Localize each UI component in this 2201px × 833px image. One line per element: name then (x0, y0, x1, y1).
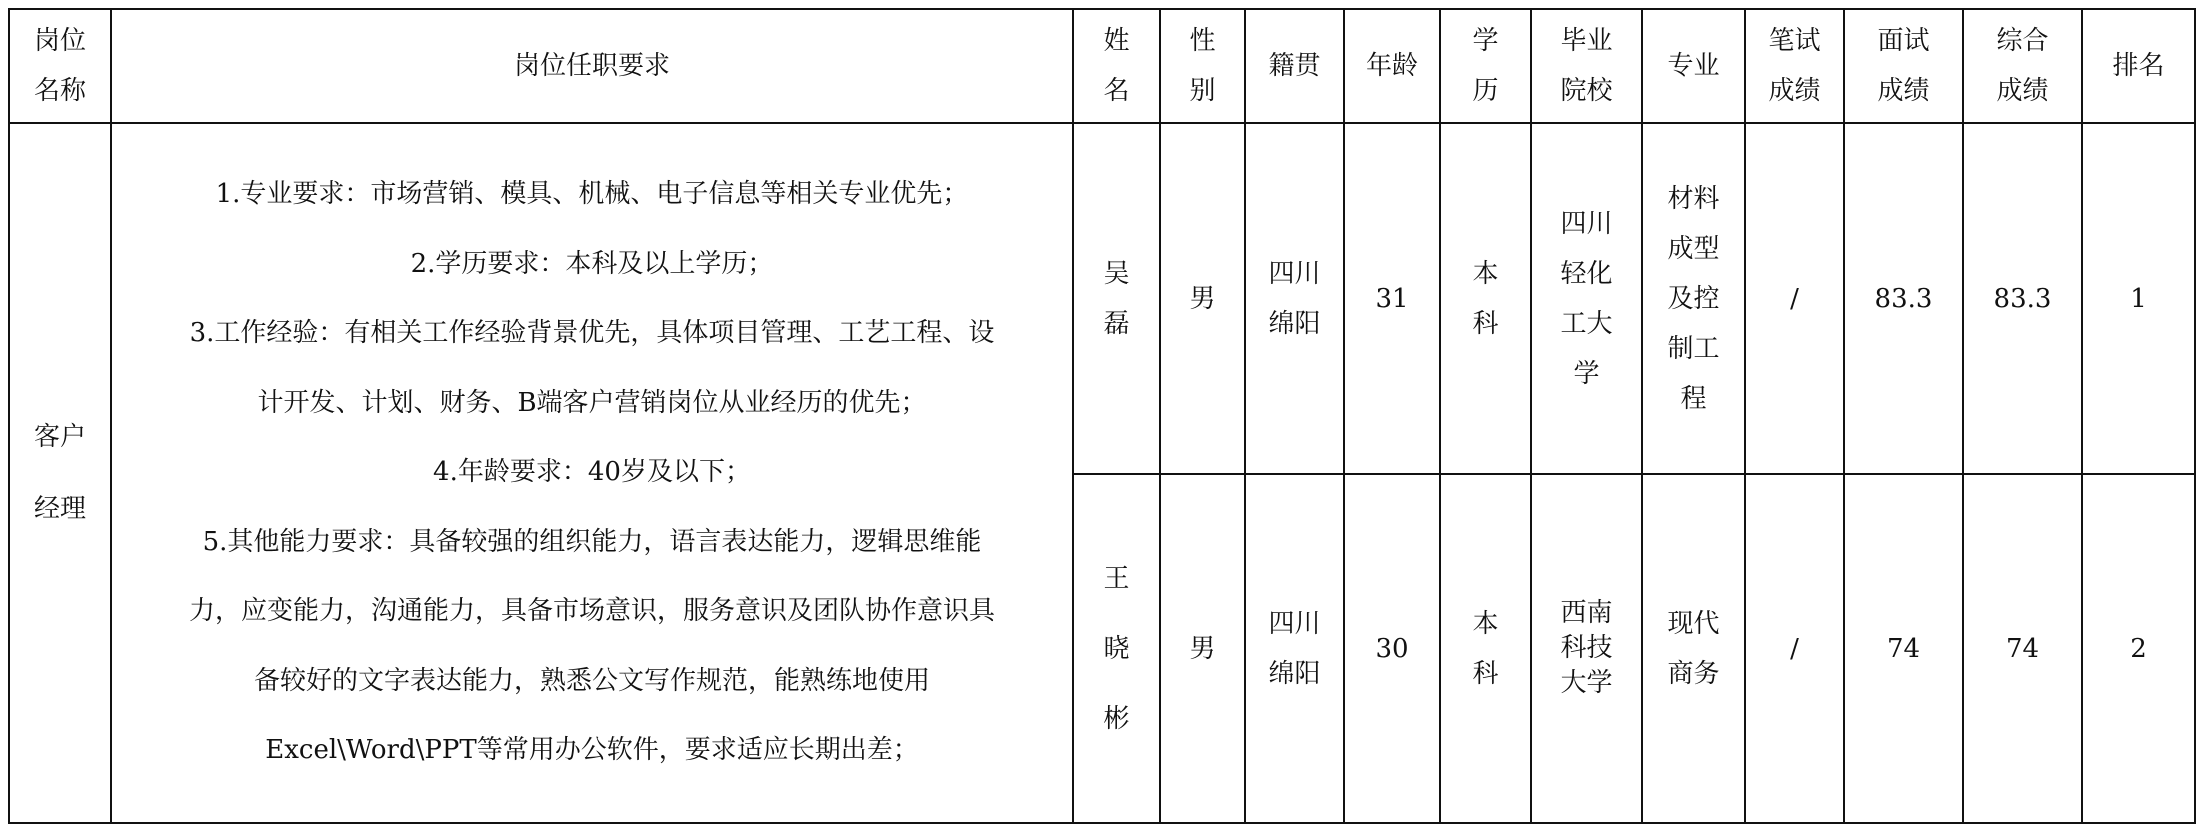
requirement-line: 备较好的文字表达能力，熟悉公文写作规范，能熟练地使用 (253, 665, 930, 696)
candidate-gender: 男 (1160, 474, 1245, 823)
requirement-line: 力，应变能力，沟通能力，具备市场意识，服务意识及团队协作意识具 (188, 596, 995, 627)
candidate-major: 材料 成型 及控 制工 程 (1642, 123, 1745, 474)
candidate-origin: 四川 绵阳 (1245, 474, 1344, 823)
candidate-age: 30 (1344, 474, 1440, 823)
candidate-name: 王 晓 彬 (1073, 474, 1160, 823)
candidate-education: 本 科 (1440, 474, 1531, 823)
header-rank: 排名 (2082, 9, 2195, 123)
header-post-name: 岗位 名称 (9, 9, 111, 123)
candidate-school: 四川 轻化 工大 学 (1531, 123, 1642, 474)
candidate-interview-score: 83.3 (1844, 123, 1963, 474)
candidate-name: 吴 磊 (1073, 123, 1160, 474)
candidate-written-score: / (1745, 474, 1844, 823)
candidate-age: 31 (1344, 123, 1440, 474)
header-total-score: 综合 成绩 (1963, 9, 2082, 123)
header-education: 学 历 (1440, 9, 1531, 123)
header-written-score: 笔试 成绩 (1745, 9, 1844, 123)
requirement-line: Excel\Word\PPT等常用办公软件，要求适应长期出差； (265, 735, 919, 766)
header-origin: 籍贯 (1245, 9, 1344, 123)
candidate-gender: 男 (1160, 123, 1245, 474)
requirement-line: 1.专业要求：市场营销、模具、机械、电子信息等相关专业优先； (215, 179, 969, 210)
header-school: 毕业 院校 (1531, 9, 1642, 123)
candidate-rank: 2 (2082, 474, 2195, 823)
candidate-written-score: / (1745, 123, 1844, 474)
requirement-line: 计开发、计划、财务、B端客户营销岗位从业经历的优先； (257, 387, 927, 418)
requirement-line: 2.学历要求：本科及以上学历； (410, 248, 774, 279)
requirement-line: 5.其他能力要求：具备较强的组织能力，语言表达能力，逻辑思维能 (202, 526, 982, 557)
requirements-cell (111, 123, 1073, 823)
header-name: 姓 名 (1073, 9, 1160, 123)
candidate-school: 西南 科技 大学 (1531, 474, 1642, 823)
post-name-cell: 客户 经理 (9, 123, 111, 823)
header-major: 专业 (1642, 9, 1745, 123)
candidate-origin: 四川 绵阳 (1245, 123, 1344, 474)
requirement-line: 3.工作经验：有相关工作经验背景优先，具体项目管理、工艺工程、设 (189, 318, 995, 349)
requirement-line: 4.年龄要求：40岁及以下； (433, 457, 751, 488)
candidate-total-score: 83.3 (1963, 123, 2082, 474)
header-interview-score: 面试 成绩 (1844, 9, 1963, 123)
header-age: 年龄 (1344, 9, 1440, 123)
candidate-rank: 1 (2082, 123, 2195, 474)
recruitment-results-table (8, 8, 2196, 824)
header-row (9, 9, 2195, 123)
candidate-interview-score: 74 (1844, 474, 1963, 823)
candidate-row-1 (9, 123, 2195, 474)
candidate-total-score: 74 (1963, 474, 2082, 823)
header-requirements: 岗位任职要求 (111, 9, 1073, 123)
candidate-major: 现代 商务 (1642, 474, 1745, 823)
header-gender: 性 别 (1160, 9, 1245, 123)
candidate-education: 本 科 (1440, 123, 1531, 474)
